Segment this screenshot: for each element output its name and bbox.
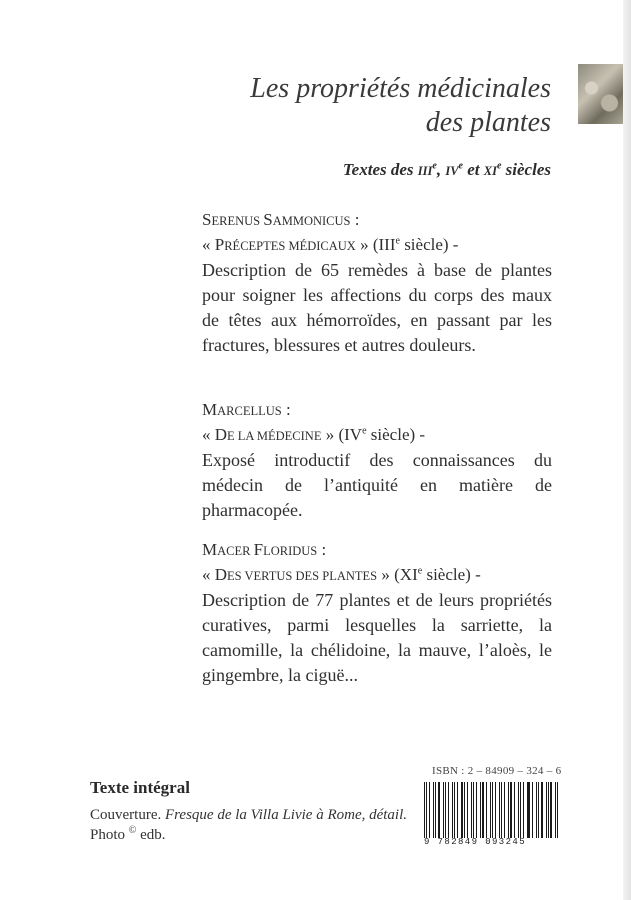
entry-author: MARCELLUS : <box>202 400 291 419</box>
entry-author: SERENUS SAMMONICUS : <box>202 210 360 229</box>
entry-work-title: « DE LA MÉDECINE » (IVe siècle) - <box>202 425 426 444</box>
barcode-digits: 9 782849 093245 <box>424 837 527 847</box>
entry-author: MACER FLORIDUS : <box>202 540 327 559</box>
subtitle-ord-3: e <box>432 160 437 172</box>
full-text-label: Texte intégral <box>90 778 190 797</box>
barcode-bar <box>501 782 502 838</box>
barcode-bar <box>528 782 529 838</box>
barcode-bar <box>480 782 481 838</box>
barcode-bar <box>424 782 425 838</box>
barcode-bar <box>541 782 543 838</box>
barcode-bar <box>555 782 556 838</box>
barcode-bar <box>492 782 493 838</box>
subtitle-century-11: XI <box>483 164 497 178</box>
entry-work-title: « DES VERTUS DES PLANTES » (XIe siècle) - <box>202 565 481 584</box>
barcode-bar <box>490 782 491 838</box>
entry-work-title: « PRÉCEPTES MÉDICAUX » (IIIe siècle) - <box>202 235 459 254</box>
barcode-bar <box>557 782 558 838</box>
entry-serenus-sammonicus <box>202 208 552 358</box>
barcode-bar <box>473 782 474 838</box>
subtitle-prefix: Textes des <box>342 160 418 179</box>
book-subtitle <box>131 160 551 180</box>
barcode-bar <box>454 782 455 838</box>
barcode-bar <box>461 782 463 838</box>
barcode-bar <box>457 782 458 838</box>
barcode-bar <box>426 782 427 838</box>
subtitle-suffix: siècles <box>501 160 551 179</box>
spine-edge <box>623 0 631 900</box>
entry-description: Exposé introductif des connaissances du médecin de l’antiquité en matière de pharmacopée. <box>202 450 552 520</box>
subtitle-comma: , <box>436 160 446 179</box>
barcode-bar <box>523 782 524 838</box>
barcode-bar <box>443 782 444 838</box>
barcode-bar <box>435 782 436 838</box>
barcode-bar <box>482 782 484 838</box>
barcode-bar <box>532 782 533 838</box>
barcode-bar <box>452 782 453 838</box>
subtitle-and: et <box>462 160 484 179</box>
barcode-bar <box>429 782 430 838</box>
barcode-bar <box>471 782 472 838</box>
barcode-bar <box>536 782 537 838</box>
barcode-bar <box>495 782 496 838</box>
title-line-1: Les propriétés médicinales <box>250 73 551 104</box>
barcode-bar <box>499 782 500 838</box>
subtitle-century-4: IV <box>445 164 459 178</box>
barcode-bar <box>464 782 465 838</box>
isbn-number: ISBN : 2 – 84909 – 324 – 6 <box>432 765 562 777</box>
entry-marcellus <box>202 398 552 523</box>
barcode-bar <box>476 782 477 838</box>
barcode-bar <box>550 782 551 838</box>
entry-macer-floridus <box>202 538 552 688</box>
barcode-bar <box>445 782 446 838</box>
subtitle-century-3: III <box>417 164 433 178</box>
barcode-bar <box>438 782 440 838</box>
photo-credit-line: Photo © edb. <box>90 825 166 843</box>
barcode-bar <box>508 782 509 838</box>
entry-description: Description de 65 remèdes à base de plantes pour soigner les affections du corps des maux de têtes aux hémorroïdes, en passant par les fractures, blessures et autres douleurs. <box>202 260 552 355</box>
barcode-bar <box>433 782 434 838</box>
barcode-bar <box>548 782 549 838</box>
barcode-bar <box>518 782 519 838</box>
cover-caption-line: Couverture. Fresque de la Villa Livie à Rome, détail. <box>90 807 408 823</box>
book-title <box>131 72 551 140</box>
barcode-bar <box>486 782 487 838</box>
cover-credits <box>90 805 450 845</box>
subtitle-ord-11: e <box>496 160 502 172</box>
barcode-bar <box>546 782 547 838</box>
barcode-bar <box>448 782 449 838</box>
barcode-bar <box>538 782 539 838</box>
barcode-bar <box>504 782 505 838</box>
barcode-bar <box>510 782 512 838</box>
fresco-thumbnail <box>578 64 623 124</box>
barcode-bar <box>467 782 468 838</box>
barcode <box>424 782 560 838</box>
barcode-bar <box>527 782 528 838</box>
entry-description: Description de 77 plantes et de leurs propriétés curatives, parmi lesquelles la sarriette, la camomille, la chélidoine, la mauve, l’aloès, le gingembre, la ciguë... <box>202 590 552 685</box>
barcode-bar <box>520 782 521 838</box>
barcode-bar <box>514 782 515 838</box>
title-line-2: des plantes <box>425 107 551 138</box>
subtitle-ord-4: e <box>458 160 463 172</box>
